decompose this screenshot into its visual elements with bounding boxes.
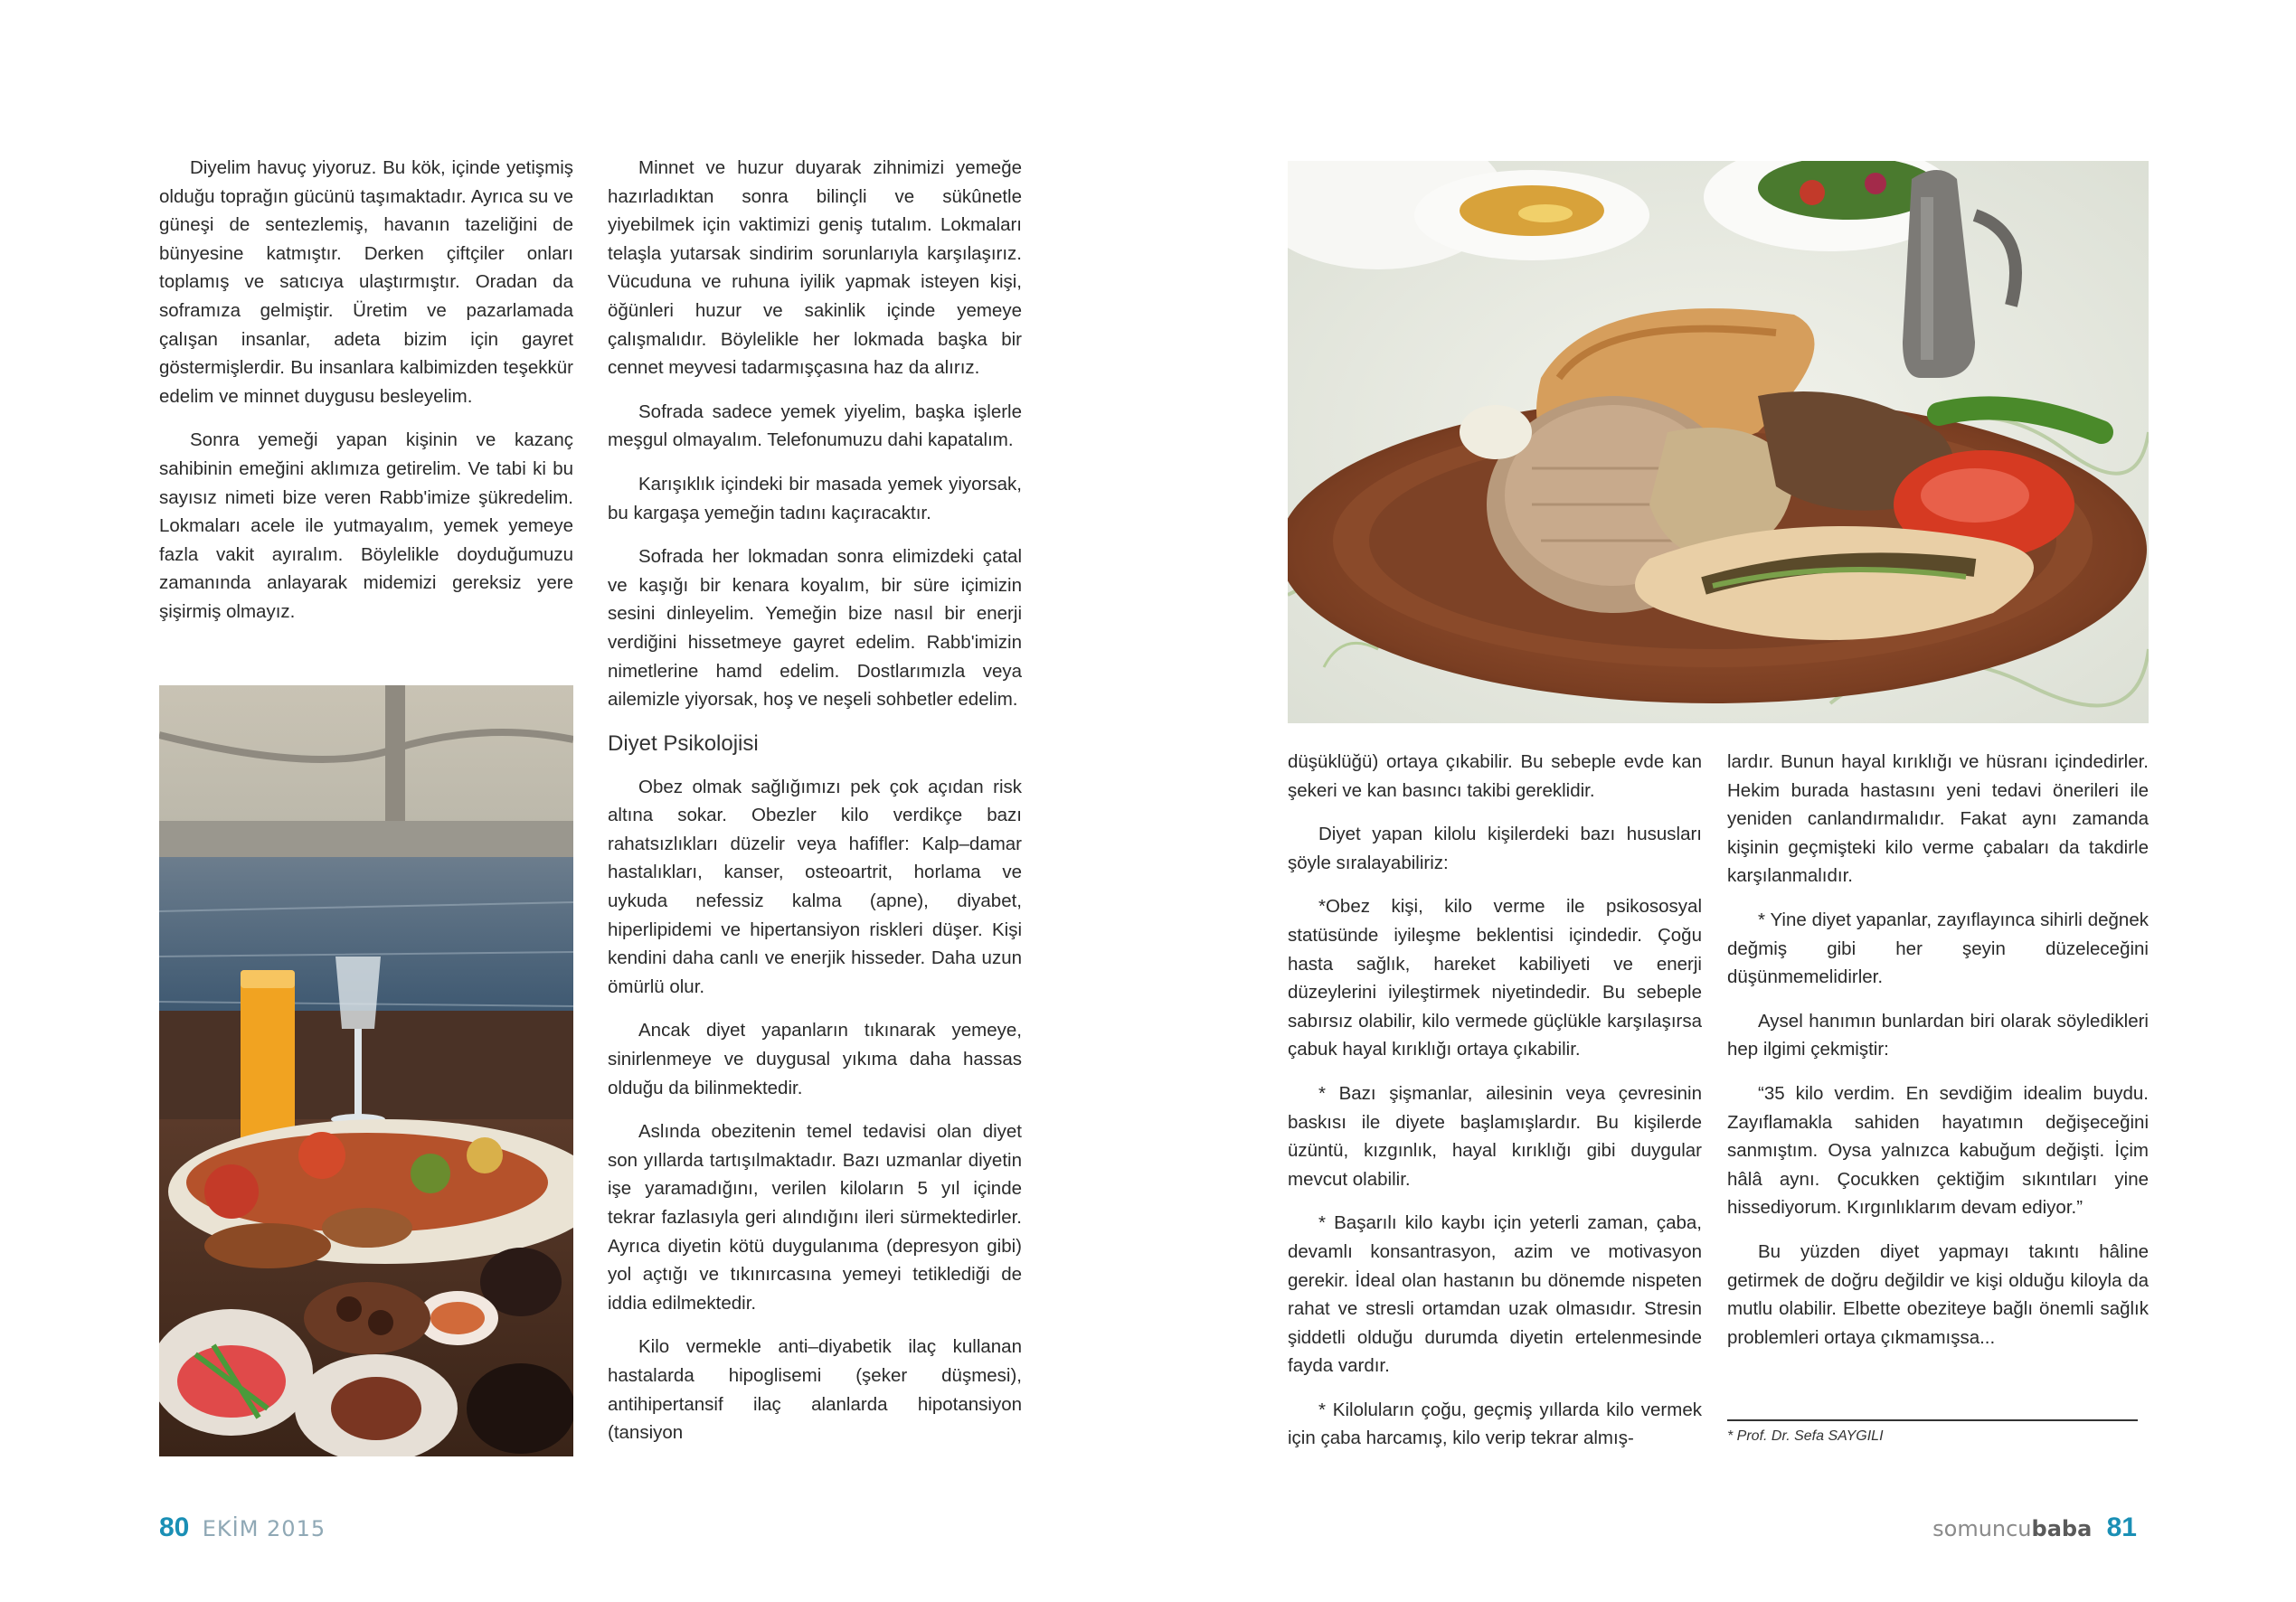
paragraph: * Yine diyet yapanlar, zayıflayınca sihirli değnek değmiş gibi her şeyin düzeleceğini düşünmemelidirler. (1727, 909, 2149, 988)
paragraph: Bu yüzden diyet yapmayı takıntı hâline getirmek de doğru değildir ve kişi olduğu kiloyla da mutlu olabilir. Elbette obeziteye bağlı önemli sağlık problemleri ortaya çıkmamışsa... (1727, 1240, 2149, 1348)
paragraph: Kilo vermekle anti–diyabetik ilaç kullanan hastalarda hipoglisemi (şeker düşmesi), antihipertansif ilaç alanlarda hipotansiyon (tansiyon (608, 1336, 1022, 1444)
issue-date: EKİM 2015 (202, 1516, 326, 1541)
paragraph: Obez olmak sağlığımızı pek çok açıdan risk altına sokar. Obezler kilo verdikçe bazı rahatsızlıkları düzelir veya hafifler: Kalp–damar hastalıkları, kanser, osteoartrit, horlama ve uykuda nefessiz kalma (apne), diyabet, hiperlipidemi ve hipertansiyon riskleri düşer. Kişi kendini daha canlı ve enerjik hisseder. Daha uzun ömürlü olur. (608, 776, 1022, 997)
brand-light: somuncu (1932, 1516, 2032, 1541)
magazine-brand (1932, 1516, 2092, 1541)
column-1 (159, 154, 573, 642)
paragraph: * Başarılı kilo kaybı için yeterli zaman, çaba, devamlı konsantrasyon, azim ve motivasyon gerekir. İdeal olan hastanın bu dönemde nispeten rahat ve stresli ortamdan uzak olmasıdır. Stresin şiddetli olduğu durumda diyetin ertelenmesinde fayda vardır. (1288, 1212, 1702, 1377)
paragraph: Sofrada sadece yemek yiyelim, başka işlerle meşgul olmayalım. Telefonumuzu dahi kapatalım. (608, 400, 1022, 451)
paragraph: *Obez kişi, kilo verme ile psikososyal statüsünde iyileşme beklentisi içindedir. Çoğu hasta sağlık, hareket kabiliyeti ve enerji düzeylerini iyileştirmek niyetindedir. Bu sebeple sabırsız olabilir, kilo vermede güçlükle karşılaşırsa çabuk hayal kırıklığı ortaya çıkabilir. (1288, 896, 1702, 1060)
column-4 (1727, 748, 2149, 1367)
footer-right (1932, 1512, 2137, 1545)
paragraph: Aslında obezitenin temel tedavisi olan diyet son yıllarda tartışılmaktadır. Bazı uzmanlar diyetin işe yaramadığını, verilen kiloların 5 yıl içinde tekrar fazlasıyla geri alındığını ileri sürmektedirler. Ayrıca diyetin kötü duygulanıma (depresyon gibi) yol açtığı ve tıkınırcasına yemeyi tetiklediği de iddia edilmektedir. (608, 1121, 1022, 1314)
column-2 (608, 154, 1022, 1463)
paragraph: Ancak diyet yapanların tıkınarak yemeye, sinirlenmeye ve duygusal yıkıma daha hassas olduğu da bilinmektedir. (608, 1020, 1022, 1098)
paragraph: Diyet yapan kilolu kişilerdeki bazı hususları şöyle sıralayabiliriz: (1288, 824, 1702, 873)
paragraph: “35 kilo verdim. En sevdiğim idealim buydu. Zayıflamakla sahiden hayatımın değişeceğini sanmıştım. Oysa yalnızca kabuğum değişti. İçim hâlâ aynı. Çocukken çektiğim sıkıntıları yine hissediyorum. Kırgınlıklarım devam ediyor.” (1727, 1082, 2149, 1219)
paragraph: Diyelim havuç yiyoruz. Bu kök, içinde yetişmiş olduğu toprağın gücünü taşımaktadır. Ayrıca su ve güneşi de sentezlemiş, havanın tazeliğini de bünyesine katmıştır. Derken çiftçiler onları toplamış ve satıcıya ulaştırmıştır. Oradan da soframıza gelmiştir. Üretim ve pazarlamada çalışan insanlar, adeta bizim için gayret göstermişlerdir. Bu insanlara kalbimizden teşekkür edelim ve minnet duygusu besleyelim. (159, 157, 573, 407)
section-heading: Diyet Psikolojisi (608, 730, 759, 756)
paragraph: Minnet ve huzur duyarak zihnimizi yemeğe hazırladıktan sonra bilinçli ve sükûnetle yiyebilmek için vaktimizi geniş tutalım. Lokmaları telaşla yutarsak sindirim sorunlarıyla karşılaşırız. Vücuduna ve ruhuna iyilik yapmak isteyen kişi, öğünleri huzur ve sakinlik içinde yemeye çalışmalıdır. Böylelikle her lokmada başka bir cennet meyvesi tadarmışçasına haz da alırız. (608, 157, 1022, 379)
paragraph: Aysel hanımın bunlardan biri olarak söyledikleri hep ilgimi çekmiştir: (1727, 1010, 2149, 1060)
paragraph: * Bazı şişmanlar, ailesinin veya çevresinin baskısı ile diyete başlamışlardır. Bu kişilerde üzüntü, kızgınlık, hayal kırıklığı gibi duygular mevcut olabilir. (1288, 1082, 1702, 1190)
brand-bold: baba (2031, 1516, 2093, 1541)
page-number-left: 80 (159, 1512, 190, 1542)
photo-bosphorus-dinner (159, 685, 573, 1456)
author-footnote: * Prof. Dr. Sefa SAYGILI (1727, 1428, 1884, 1444)
paragraph: Sonra yemeği yapan kişinin ve kazanç sahibinin emeğini aklımıza getirelim. Ve tabi ki bu sayısız nimeti bize veren Rabb'imize şükredelim. Lokmaları acele ile yutmayalım, yemek yemeye fazla vakit ayıralım. Böylelikle doyduğumuzu zamanında anlayarak midemizi gereksiz yere şişirmiş olmayız. (159, 429, 573, 622)
photo-food-plate (1288, 161, 2149, 723)
paragraph: Sofrada her lokmadan sonra elimizdeki çatal ve kaşığı bir kenara koyalım, bir süre içimizin sesini dinleyelim. Yemeğin bize nasıl bir enerji verdiğini hissetmeye gayret edelim. Rabb'imizin nimetlerine hamd edelim. Dostlarımızla veya ailemizle yiyorsak, hoş ve neşeli sohbetler edelim. (608, 546, 1022, 711)
footer-left (159, 1512, 326, 1545)
paragraph: Karışıklık içindeki bir masada yemek yiyorsak, bu kargaşa yemeğin tadını kaçıracaktır. (608, 473, 1022, 523)
footnote-divider (1727, 1419, 2138, 1421)
page-number-right: 81 (2106, 1512, 2137, 1542)
paragraph: düşüklüğü) ortaya çıkabilir. Bu sebeple evde kan şekeri ve kan basıncı takibi gereklidir. (1288, 751, 1702, 801)
paragraph: lardır. Bunun hayal kırıklığı ve hüsranı içindedirler. Hekim burada hastasını yeni tedavi önerileri ile yeniden canlandırmalıdır. Fakat aynı zamanda kişinin geçmişteki kilo verme çabaları da takdirle karşılanmalıdır. (1727, 751, 2149, 887)
paragraph: * Kiloluların çoğu, geçmiş yıllarda kilo vermek için çaba harcamış, kilo verip tekrar almış- (1288, 1399, 1702, 1449)
column-3 (1288, 748, 1702, 1468)
